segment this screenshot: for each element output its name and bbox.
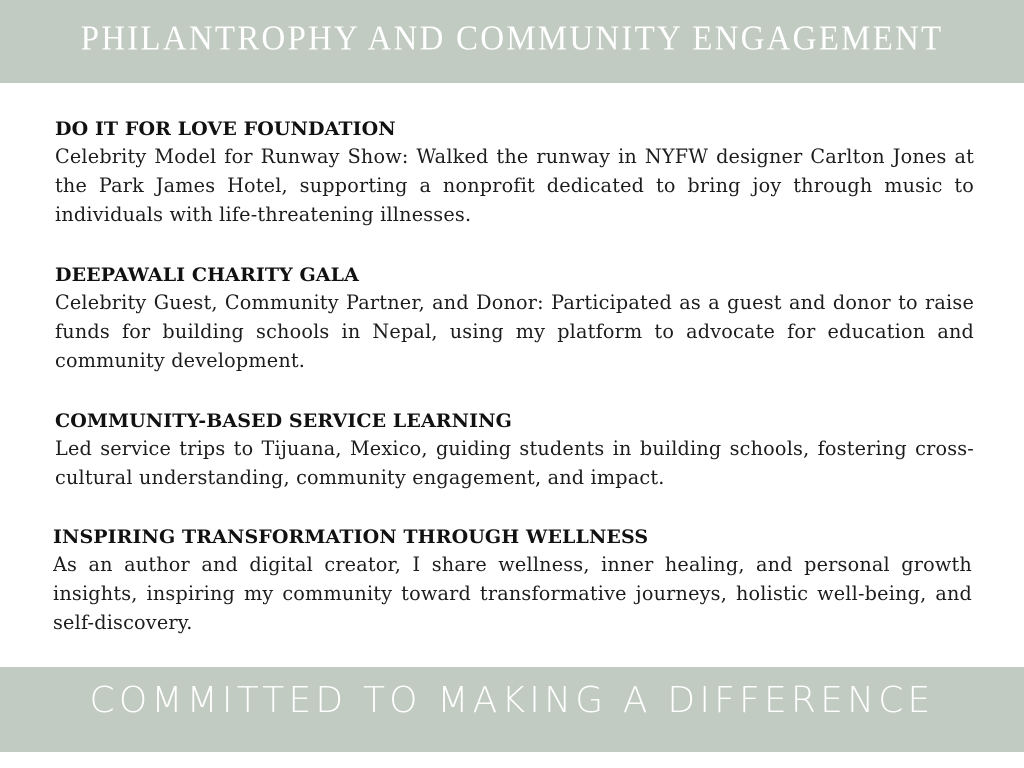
section-body: Led service trips to Tijuana, Mexico, guiding students in building schools, fostering cross-cultural understanding, community engagement, and impact. (55, 437, 974, 489)
section-body: Celebrity Model for Runway Show: Walked the runway in NYFW designer Carlton Jones at the Park James Hotel, supporting a nonprofit dedicated to bring joy through music to individuals with life-threatening illnesses. (55, 145, 974, 226)
section-heading: INSPIRING TRANSFORMATION THROUGH WELLNESS (53, 526, 649, 548)
section-deepawali-gala (55, 262, 974, 375)
page-title: PHILANTROPHY AND COMMUNITY ENGAGEMENT (80, 20, 944, 58)
section-heading: DO IT FOR LOVE FOUNDATION (55, 118, 396, 140)
section-heading: DEEPAWALI CHARITY GALA (55, 264, 359, 286)
section-heading: COMMUNITY-BASED SERVICE LEARNING (55, 410, 512, 432)
section-service-learning (55, 408, 974, 492)
section-do-it-for-love (55, 116, 974, 229)
footer-tagline: COMMITTED TO MAKING A DIFFERENCE (89, 680, 935, 721)
section-body: As an author and digital creator, I share wellness, inner healing, and personal growth insights, inspiring my community toward transformative journeys, holistic well-being, and self-discovery. (53, 553, 972, 634)
header-band (0, 0, 1024, 83)
section-body: Celebrity Guest, Community Partner, and Donor: Participated as a guest and donor to raise funds for building schools in Nepal, using my platform to advocate for education and community development. (55, 291, 974, 372)
footer-band (0, 667, 1024, 752)
section-wellness (53, 524, 972, 637)
